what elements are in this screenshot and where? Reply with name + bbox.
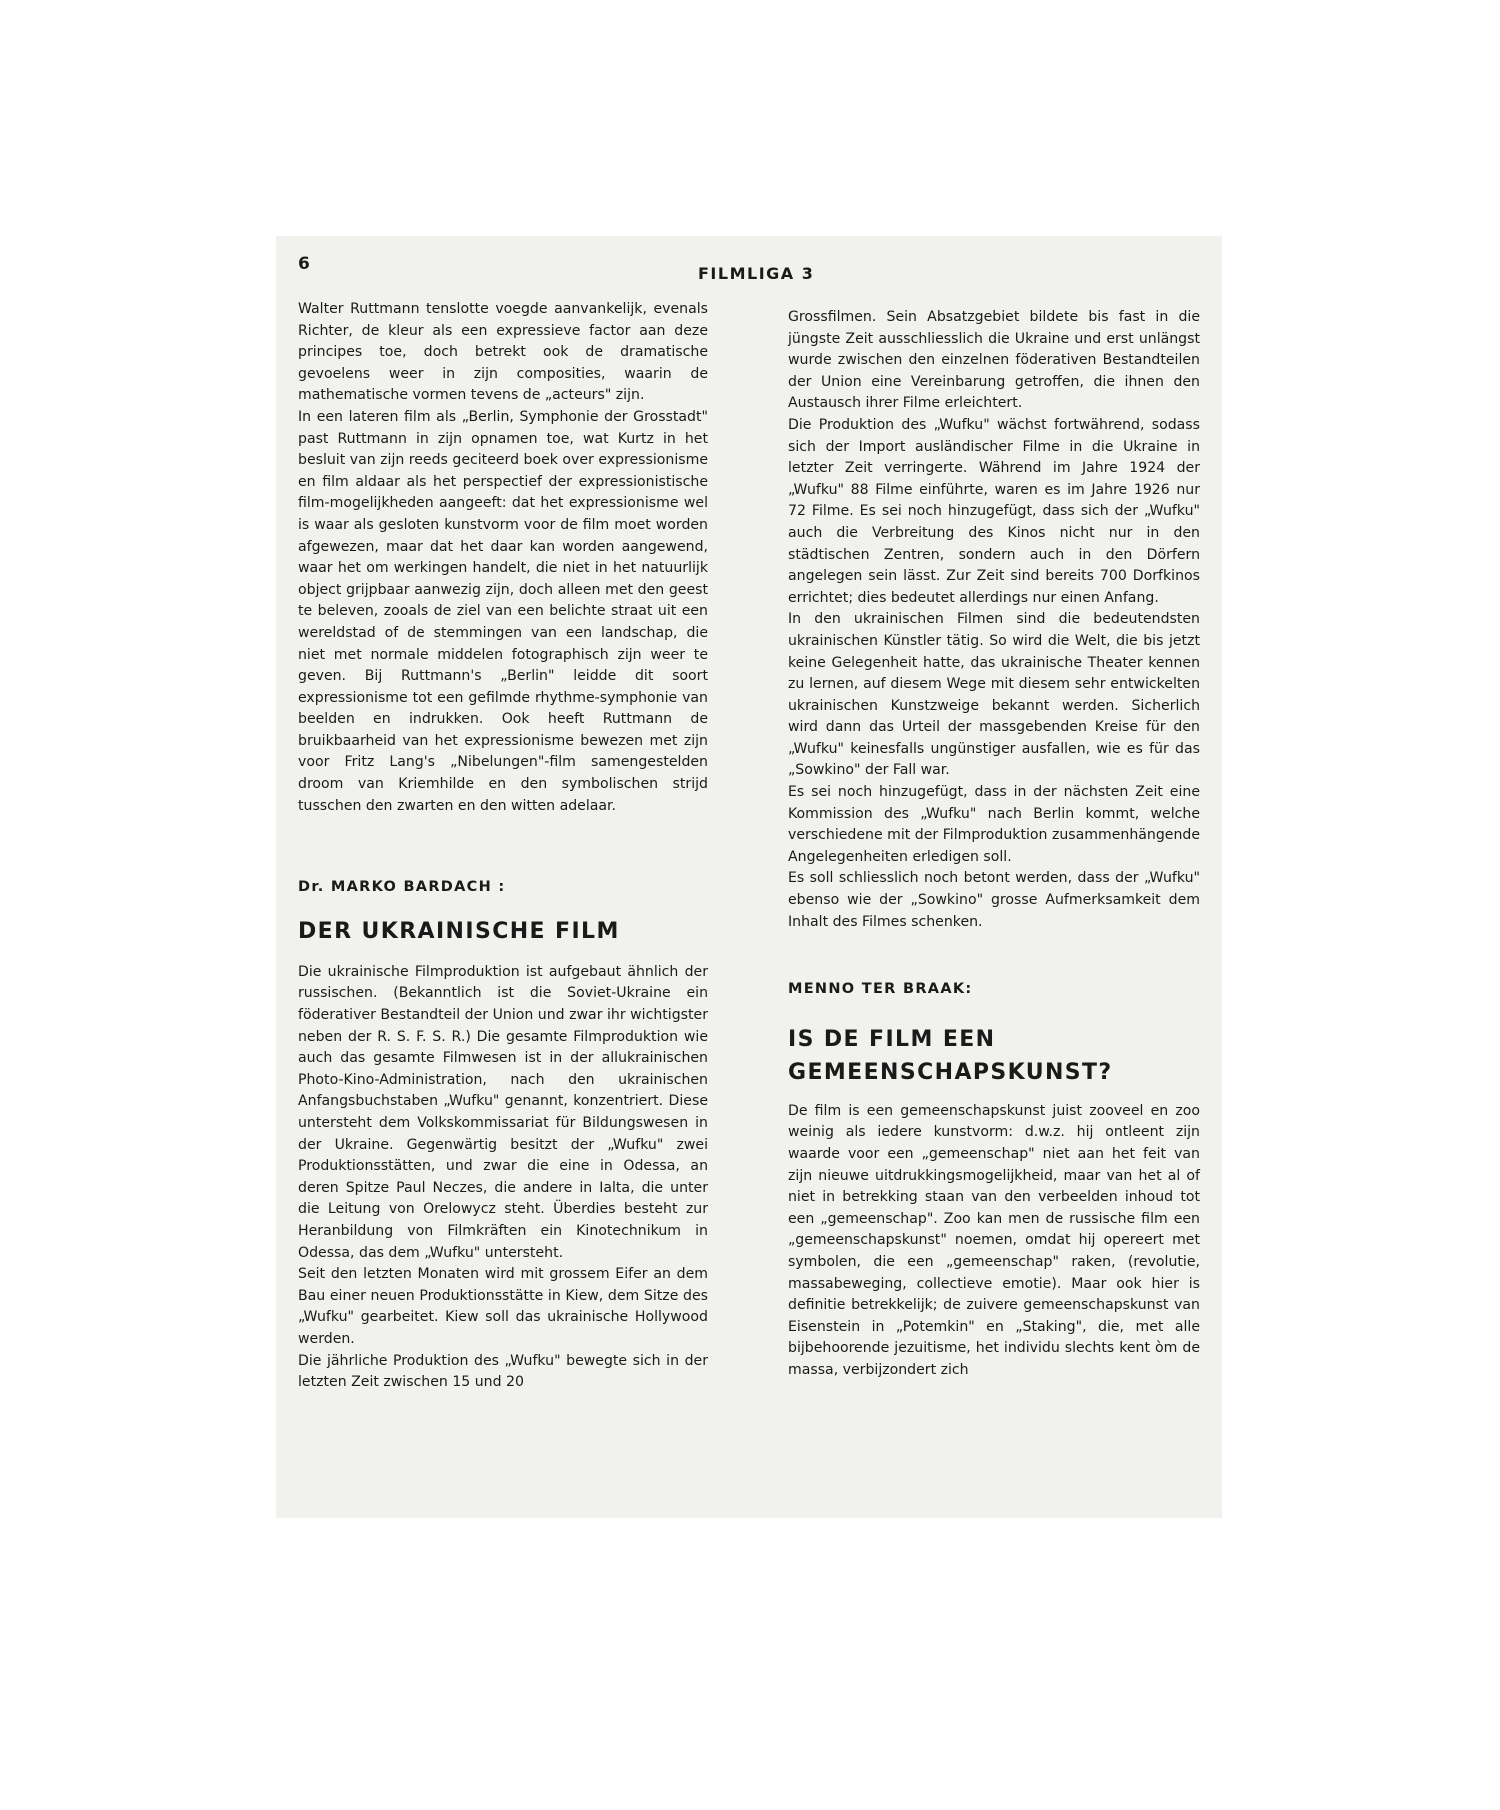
right-column [788, 307, 1200, 1382]
article-author: Dr. MARKO BARDACH : [298, 879, 506, 896]
paragraph: Es soll schliesslich noch betont werden, dass der „Wufku" ebenso wie der „Sowkino" grosse Aufmerksamkeit dem Inhalt des Filmes schenken. [788, 870, 1200, 930]
paragraph: Grossfilmen. Sein Absatzgebiet bildete bis fast in die jüngste Zeit ausschliesslich die Ukraine und erst unlängst wurde zwischen den einzelnen föderativen Bestandteilen der Union eine Vereinbarung getroffen, die ihnen den Austausch ihrer Filme erleichtert. [788, 309, 1200, 412]
paragraph: De film is een gemeenschapskunst juist zooveel en zoo weinig als iedere kunstvorm: d.w.z. hij ontleent zijn waarde voor een „gemeenschap" niet aan het feit van zijn nieuwe uitdrukkingsmogelijkheid, maar van het al of niet in betrekking staan van den verbeelden inhoud tot een „gemeenschap". Zoo kan men de russische film een „gemeenschapskunst" noemen, omdat hij opereert met symbolen, die een „gemeenschap" raken, (revolutie, massabeweging, collectieve emotie). Maar ook hier is definitie betrekkelijk; de zuivere gemeenschapskunst van Eisenstein in „Potemkin" en „Staking", die, met alle bijbehoorende jezuitisme, het individu slechts kent òm de massa, verbijzondert zich [788, 1102, 1200, 1378]
paragraph: Die Produktion des „Wufku" wächst fortwährend, sodass sich der Import ausländischer Filme in die Ukraine in letzter Zeit verringerte. Während im Jahre 1924 der „Wufku" 88 Filme einführte, waren es im Jahre 1926 nur 72 Filme. Es sei noch hinzugefügt, dass sich der „Wufku" auch die Verbreitung des Kinos nicht nur in den städtischen Zentren, sondern auch in den Dörfern angelegen sein lässt. Zur Zeit sind bereits 700 Dorfkinos errichtet; dies bedeutet allerdings nur einen Anfang. [788, 416, 1200, 606]
paragraph: Die ukrainische Filmproduktion ist aufgebaut ähnlich der russischen. (Bekanntlich ist die Soviet-Ukraine ein föderativer Bestandteil der Union und zwar ihr wichtigster neben der R. S. F. S. R.) Die gesamte Filmproduktion wie auch das gesamte Filmwesen ist in der allukrainischen Photo-Kino-Administration, nach den ukrainischen Anfangsbuchstaben „Wufku" genannt, konzentriert. Diese untersteht dem Volkskommissariat für Bildungswesen in der Ukraine. Gegenwärtig besitzt der „Wufku" zwei Produktionsstätten, und zwar die eine in Odessa, an deren Spitze Paul Neczes, die andere in Ialta, die unter die Leitung von Orelowycz steht. Überdies besteht zur Heranbildung von Filmkräften ein Kinotechnikum in Odessa, das dem „Wufku" untersteht. [298, 963, 708, 1261]
article-title: DER UKRAINISCHE FILM [298, 918, 620, 944]
paragraph: Die jährliche Produktion des „Wufku" bewegte sich in der letzten Zeit zwischen 15 und 20 [298, 1352, 708, 1391]
article-title-line2: GEMEENSCHAPSKUNST? [788, 1059, 1113, 1085]
article-author: MENNO TER BRAAK: [788, 981, 973, 998]
paragraph: In een lateren film als „Berlin, Symphonie der Grosstadt" past Ruttmann in zijn opnamen toe, wat Kurtz in het besluit van zijn reeds geciteerd boek over expressionisme en film aldaar als het perspectief der expressionistische film-mogelijkheden aangeeft: dat het expressionisme wel is waar als gesloten kunstvorm voor de film moet worden afgewezen, maar dat het daar kan worden aangewend, waar het om werkingen handelt, die niet in het natuurlijk object grijpbaar aanwezig zijn, doch alleen met den geest te beleven, zooals de ziel van een belichte straat uit een wereldstad of de stemmingen van een landschap, die niet met normale middelen fotographisch zijn weer te geven. Bij Ruttmann's „Berlin" leidde dit soort expressionisme tot een gefilmde rhythme-symphonie van beelden en indrukken. Ook heeft Ruttmann de bruikbaarheid van het expressionisme bewezen met zijn voor Fritz Lang's „Nibelungen"-film samengestelden droom van Kriemhilde en den symbolischen strijd tusschen den zwarten en den witten adelaar. [298, 408, 708, 814]
running-title: FILMLIGA 3 [698, 264, 815, 283]
magazine-page [276, 236, 1222, 1518]
article-title-line1: IS DE FILM EEN [788, 1026, 996, 1052]
page-number: 6 [298, 254, 310, 274]
left-column [298, 299, 708, 1394]
paragraph: Seit den letzten Monaten wird mit grossem Eifer an dem Bau einer neuen Produktionsstätte in Kiew, dem Sitze des „Wufku" gearbeitet. Kiew soll das ukrainische Hollywood werden. [298, 1266, 708, 1347]
paragraph: Es sei noch hinzugefügt, dass in der nächsten Zeit eine Kommission des „Wufku" nach Berlin kommt, welche verschiedene mit der Filmproduktion zusammenhängende Angelegenheiten erledigen soll. [788, 784, 1200, 865]
paragraph: In den ukrainischen Filmen sind die bedeutendsten ukrainischen Künstler tätig. So wird die Welt, die bis jetzt keine Gelegenheit hatte, das ukrainische Theater kennen zu lernen, auf diesem Wege mit diesem sehr entwickelten ukrainischen Kunstzweige bekannt werden. Sicherlich wird dann das Urteil der massgebenden Kreise für den „Wufku" keinesfalls ungünstiger ausfallen, wie es für das „Sowkino" der Fall war. [788, 611, 1200, 779]
paragraph: Walter Ruttmann tenslotte voegde aanvankelijk, evenals Richter, de kleur als een expressieve factor aan deze principes toe, doch betrekt ook de dramatische gevoelens weer in zijn composities, waarin de mathematische vormen tevens de „acteurs" zijn. [298, 301, 708, 404]
